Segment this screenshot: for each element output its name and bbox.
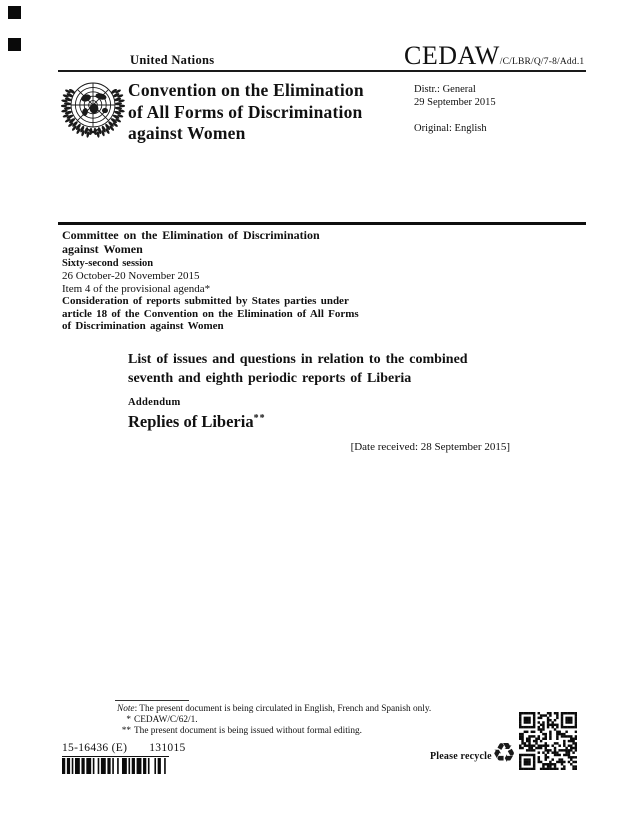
date-received: [Date received: 28 September 2015] [350,441,510,453]
please-recycle-label: Please recycle [430,751,492,762]
document-symbol-suffix: /C/LBR/Q/7-8/Add.1 [499,57,585,67]
un-emblem-icon [61,79,125,139]
footnote-2-text: The present document is being issued without formal editing. [134,726,362,736]
registration-mark [8,38,21,51]
session-dates: 26 October-20 November 2015 [62,270,200,282]
committee-name [62,229,320,257]
committee-name-line: against Women [62,241,143,256]
convention-title-line: Convention on the Elimination [128,80,364,100]
original-language: Original: English [414,123,487,134]
header-rule [58,70,586,72]
recycle-icon: ♻ [492,738,517,769]
job-date-code: 131015 [149,742,186,754]
footnote-separator [115,700,189,701]
document-symbol [404,41,586,71]
footnote-2-marker: ** [121,726,131,736]
registration-mark [8,6,21,19]
qr-code [519,712,577,770]
agenda-item-title-line: of Discrimination against Women [62,320,224,333]
agenda-item-title [62,295,359,333]
agenda-item: Item 4 of the provisional agenda* [62,282,211,295]
convention-title [128,80,408,145]
footnote-note-text: : The present document is being circulated in English, French and Spanish only. [134,704,432,714]
footnote-1-text: CEDAW/C/62/1. [134,715,198,725]
session-title: Sixty-second session [62,258,154,269]
document-title-line: seventh and eighth periodic reports of Liberia [128,370,412,386]
masthead-rule [58,222,586,225]
addendum-label: Addendum [128,397,181,408]
document-title-line: List of issues and questions in relation to the combined [128,352,468,367]
document-symbol-main: CEDAW [404,41,500,70]
agenda-item-title-line: Consideration of reports submitted by States parties under [62,295,349,307]
convention-title-line: of All Forms of Discrimination [128,101,363,122]
replies-title [128,412,266,432]
footnote-note-label: Note [117,704,135,714]
document-title [128,351,518,388]
barcode [62,758,169,774]
job-number: 15-16436 (E) [62,742,128,754]
distribution-type: Distr.: General [414,84,476,95]
footnote-2 [117,726,517,737]
distribution-date: 29 September 2015 [414,97,496,108]
replies-footnote-marks: ** [253,413,266,424]
un-label: United Nations [130,53,215,67]
convention-title-line: against Women [128,123,246,143]
job-number-line [62,742,186,754]
job-number-underline [62,756,169,757]
replies-title-text: Replies of Liberia [128,412,254,431]
footnote-1 [117,715,517,726]
footnote-note [117,704,517,715]
committee-name-line: Committee on the Elimination of Discrimination [62,228,320,242]
footnote-1-marker: * [126,715,131,725]
agenda-item-title-line: article 18 of the Convention on the Elimination of All Forms [62,307,359,320]
footnotes [117,704,517,737]
